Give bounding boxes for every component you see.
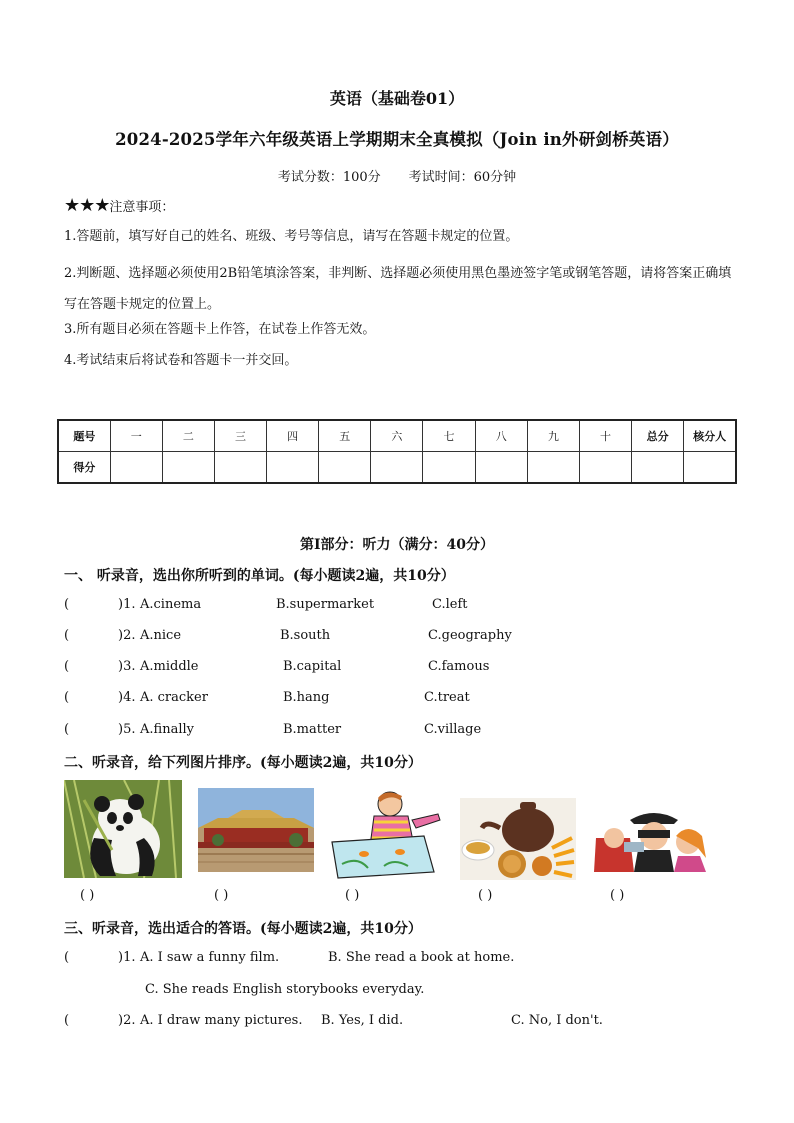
answer-bracket[interactable]: ( xyxy=(64,597,70,612)
option-b: B.matter xyxy=(283,722,342,737)
score-header-cell: 六 xyxy=(371,420,423,452)
score-header-cell: 十 xyxy=(579,420,631,452)
answer-blank[interactable]: ( ) xyxy=(80,888,95,903)
section-1-heading: 一、 听录音，选出你所听到的单词。(每小题读2遍，共10分） xyxy=(64,568,455,584)
option-c: C. She reads English storybooks everyday. xyxy=(145,982,425,997)
answer-bracket[interactable]: ( xyxy=(64,628,70,643)
answer-bracket[interactable]: ( xyxy=(64,1013,70,1028)
notice-item-1: 1.答题前，填写好自己的姓名、班级、考号等信息，请写在答题卡规定的位置。 xyxy=(64,229,519,244)
notice-label: 注意事项： xyxy=(109,200,175,215)
score-row-label: 得分 xyxy=(58,452,110,484)
option-a: A. I saw a funny film. xyxy=(140,950,280,965)
score-header-cell: 五 xyxy=(319,420,371,452)
answer-bracket[interactable]: ( xyxy=(64,950,70,965)
question-number: )3. xyxy=(118,659,136,674)
score-cell[interactable] xyxy=(423,452,475,484)
option-c: C.geography xyxy=(428,628,512,643)
stars-icon: ★★★ xyxy=(64,195,110,216)
palace-image xyxy=(198,788,314,872)
option-c: C.left xyxy=(432,597,468,612)
notice-item-2: 2.判断题、选择题必须使用2B铅笔填涂答案，非判断、选择题必须使用黑色墨迹签字笔或钢笔答题，请将答案正确填写在答题卡规定的位置上。 xyxy=(64,266,732,312)
option-b: B.south xyxy=(280,628,331,643)
score-header-cell: 三 xyxy=(214,420,266,452)
option-a: A.cinema xyxy=(140,597,202,612)
score-cell[interactable] xyxy=(632,452,684,484)
question-number: )1. xyxy=(118,950,136,965)
question-number: )4. xyxy=(118,690,136,705)
exam-time: 考试时间：60分钟 xyxy=(408,170,517,185)
score-table-header-row xyxy=(58,420,736,452)
exam-info xyxy=(0,166,794,185)
score-header-cell: 七 xyxy=(423,420,475,452)
answer-blank[interactable]: ( ) xyxy=(214,888,229,903)
score-cell[interactable] xyxy=(527,452,579,484)
score-header-cell: 八 xyxy=(475,420,527,452)
section-2-heading: 二、听录音，给下列图片排序。(每小题读2遍，共10分） xyxy=(64,755,422,771)
option-b: B.hang xyxy=(283,690,330,705)
score-cell[interactable] xyxy=(371,452,423,484)
option-c: C.village xyxy=(424,722,482,737)
score-cell[interactable] xyxy=(579,452,631,484)
score-cell[interactable] xyxy=(110,452,162,484)
score-header-cell: 九 xyxy=(527,420,579,452)
question-number: )5. xyxy=(118,722,136,737)
tea-mooncake-image xyxy=(460,798,576,880)
panda-image xyxy=(64,780,182,878)
score-cell[interactable] xyxy=(684,452,736,484)
option-c: C.treat xyxy=(424,690,470,705)
score-header-cell: 题号 xyxy=(58,420,110,452)
score-cell[interactable] xyxy=(162,452,214,484)
answer-blank[interactable]: ( ) xyxy=(478,888,493,903)
option-c: C. No, I don't. xyxy=(511,1013,603,1028)
score-cell[interactable] xyxy=(214,452,266,484)
exam-score: 考试分数：100分 xyxy=(277,170,381,185)
document-title: 英语（基础卷01） xyxy=(329,89,465,108)
document-subtitle: 2024-2025学年六年级英语上学期期末全真模拟（Join in外研剑桥英语） xyxy=(115,130,679,149)
option-b: B.capital xyxy=(283,659,342,674)
score-header-cell: 核分人 xyxy=(684,420,736,452)
score-table-score-row xyxy=(58,452,736,484)
option-a: A. cracker xyxy=(140,690,208,705)
answer-bracket[interactable]: ( xyxy=(64,659,70,674)
halloween-image xyxy=(594,808,712,872)
notice-heading xyxy=(64,196,174,218)
option-b: B. Yes, I did. xyxy=(321,1013,404,1028)
option-b: B.supermarket xyxy=(276,597,375,612)
fish-tank-image xyxy=(328,786,446,880)
option-a: A.finally xyxy=(140,722,194,737)
score-header-cell: 总分 xyxy=(632,420,684,452)
question-number: )1. xyxy=(118,597,136,612)
notice-item-4: 4.考试结束后将试卷和答题卡一并交回。 xyxy=(64,353,298,368)
score-header-cell: 二 xyxy=(162,420,214,452)
score-header-cell: 四 xyxy=(267,420,319,452)
answer-bracket[interactable]: ( xyxy=(64,722,70,737)
score-cell[interactable] xyxy=(475,452,527,484)
score-header-cell: 一 xyxy=(110,420,162,452)
score-cell[interactable] xyxy=(319,452,371,484)
answer-bracket[interactable]: ( xyxy=(64,690,70,705)
part-title: 第I部分：听力（满分：40分） xyxy=(299,537,495,553)
score-table xyxy=(57,419,737,484)
option-a: A.middle xyxy=(140,659,199,674)
question-number: )2. xyxy=(118,628,136,643)
answer-blank[interactable]: ( ) xyxy=(345,888,360,903)
question-number: )2. xyxy=(118,1013,136,1028)
option-a: A. I draw many pictures. xyxy=(140,1013,303,1028)
option-b: B. She read a book at home. xyxy=(328,950,515,965)
answer-blank[interactable]: ( ) xyxy=(610,888,625,903)
notice-item-3: 3.所有题目必须在答题卡上作答，在试卷上作答无效。 xyxy=(64,322,376,337)
section-3-heading: 三、听录音，选出适合的答语。(每小题读2遍，共10分） xyxy=(64,921,422,937)
option-a: A.nice xyxy=(140,628,182,643)
score-cell[interactable] xyxy=(267,452,319,484)
option-c: C.famous xyxy=(428,659,490,674)
